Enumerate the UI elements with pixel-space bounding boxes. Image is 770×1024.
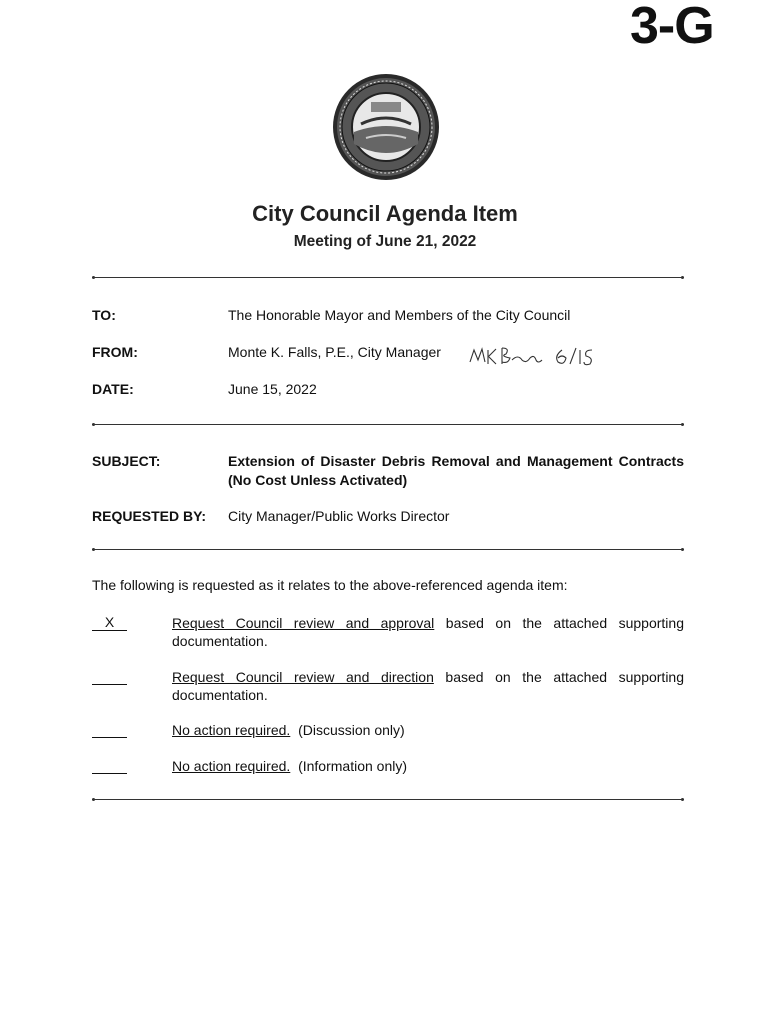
to-label: TO:	[92, 307, 116, 323]
option-information-text: (Information only)	[290, 758, 408, 774]
option-check-blank	[92, 757, 127, 774]
meeting-date: Meeting of June 21, 2022	[293, 233, 477, 250]
option-discussion-link: No action required.	[172, 722, 291, 738]
from-label: FROM:	[92, 344, 138, 360]
date-value: June 15, 2022	[228, 381, 317, 397]
divider	[92, 424, 684, 425]
to-value: The Honorable Mayor and Members of the City Council	[228, 307, 571, 323]
from-value: Monte K. Falls, P.E., City Manager	[228, 344, 441, 360]
option-approval-link: Request Council review and approval	[172, 615, 435, 631]
requested-by-label: REQUESTED BY:	[92, 508, 207, 524]
option-check-blank	[92, 721, 127, 738]
request-intro: The following is requested as it relates to the above-referenced agenda item:	[92, 577, 568, 593]
requested-by-value: City Manager/Public Works Director	[228, 508, 450, 524]
city-seal-icon	[331, 72, 441, 182]
divider	[92, 799, 684, 800]
option-check-blank: X	[92, 614, 127, 631]
date-label: DATE:	[92, 381, 134, 397]
option-check-blank	[92, 668, 127, 685]
option-approval	[172, 614, 684, 650]
page-title: City Council Agenda Item	[252, 201, 518, 226]
subject-label: SUBJECT:	[92, 453, 161, 469]
option-discussion	[172, 721, 684, 739]
divider	[92, 277, 684, 278]
option-direction-text: based on the attached supporting documentation.	[172, 669, 684, 703]
option-information	[172, 757, 684, 775]
option-direction-link: Request Council review and direction	[172, 669, 434, 685]
option-discussion-text: (Discussion only)	[290, 722, 405, 738]
option-approval-text: based on the attached supporting documentation.	[172, 615, 684, 649]
agenda-item-code: 3-G	[630, 0, 714, 55]
signature-icon	[466, 340, 596, 374]
divider	[92, 549, 684, 550]
subject-value: Extension of Disaster Debris Removal and Management Contracts (No Cost Unless Activated)	[228, 453, 684, 488]
option-direction	[172, 668, 684, 704]
option-information-link: No action required.	[172, 758, 291, 774]
